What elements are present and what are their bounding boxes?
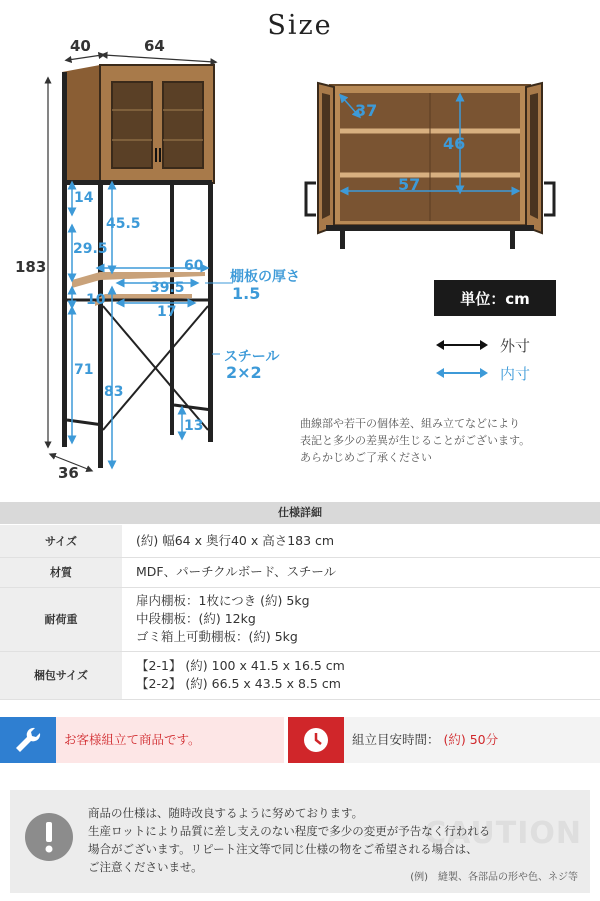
caution-text: [88, 804, 490, 876]
table-row: [0, 525, 600, 557]
spec-value-line: MDF、パーチクルボード、スチール: [136, 564, 337, 579]
page-title: Size: [267, 10, 333, 41]
rack-diagram: [0, 0, 300, 500]
spec-key: 梱包サイズ: [0, 651, 122, 699]
spec-value-line: ゴミ箱上可動棚板：(約) 5kg: [136, 629, 298, 644]
assembly-text: お客様組立て商品です。: [64, 732, 201, 747]
spec-value-line: (約) 幅64 x 奥行40 x 高さ183 cm: [136, 532, 335, 548]
caution-example: (例) 縫製、各部品の形や色、ネジ等: [410, 872, 578, 883]
caution-box: [10, 790, 590, 893]
cabinet-depth: 37: [355, 101, 378, 120]
dim-29-5: 29.5: [73, 241, 108, 257]
spec-key: 材質: [0, 557, 122, 587]
table-row: [0, 557, 600, 587]
outer-label: 外寸: [500, 337, 531, 355]
disclaimer-note: [300, 415, 530, 466]
table-row: [0, 651, 600, 699]
caution-line: 生産ロットにより品質に差し支えのない程度で多少の変更が予告なく行われる: [88, 824, 491, 838]
dim-depth: 40: [70, 37, 91, 55]
time-info: [352, 717, 498, 763]
spec-value: [122, 651, 600, 699]
dim-71: 71: [74, 362, 94, 378]
spec-value-line: 【2-1】 (約) 100 x 41.5 x 16.5 cm: [136, 658, 345, 673]
cabinet-diagram: [300, 75, 560, 250]
unit-label: 単位：cm: [434, 280, 556, 316]
assembly-banner: [0, 717, 284, 763]
shelf-thickness-value: 1.5: [232, 284, 261, 303]
time-banner: [288, 717, 600, 763]
spec-value-line: 中段棚板：(約) 12kg: [136, 611, 256, 626]
spec-value-line: 扉内棚板：1枚につき (約) 5kg: [136, 593, 310, 608]
caution-watermark: CAUTION: [424, 816, 582, 851]
caution-line: ご注意くださいませ。: [88, 860, 203, 874]
dim-17: 17: [157, 304, 177, 320]
spec-heading: 仕様詳細: [0, 502, 600, 524]
dim-45-5: 45.5: [106, 216, 141, 232]
table-row: [0, 587, 600, 651]
time-label: 組立目安時間：: [352, 732, 440, 747]
spec-key: サイズ: [0, 525, 122, 557]
inner-label: 内寸: [500, 365, 531, 383]
note-line: 表記と多少の差異が生じることがございます。: [300, 434, 531, 447]
spec-key: 耐荷重: [0, 587, 122, 651]
outer-arrow-icon: [436, 338, 488, 352]
dim-83: 83: [104, 384, 124, 400]
clock-icon: [288, 717, 344, 763]
steel-label: スチール: [224, 349, 280, 365]
wrench-icon: [0, 717, 56, 763]
cabinet-height: 46: [443, 134, 466, 153]
dim-10: 10: [86, 292, 106, 308]
dim-39-5: 39.5: [150, 280, 185, 296]
spec-value: [122, 587, 600, 651]
dim-width: 64: [144, 37, 165, 55]
dim-36: 36: [58, 464, 79, 482]
dim-60: 60: [184, 258, 204, 274]
exclamation-icon: [24, 812, 74, 862]
inner-arrow-icon: [436, 366, 488, 380]
shelf-thickness-label: 棚板の厚さ: [230, 269, 300, 285]
note-line: 曲線部や若干の個体差、組み立てなどにより: [300, 417, 520, 430]
spec-value-line: 【2-2】 (約) 66.5 x 43.5 x 8.5 cm: [136, 676, 341, 691]
note-line: あらかじめご了承ください: [300, 451, 432, 464]
spec-value: [122, 557, 600, 587]
spec-table: [0, 525, 600, 700]
caution-line: 商品の仕様は、随時改良するように努めております。: [88, 806, 364, 820]
dim-13: 13: [184, 418, 204, 434]
time-value: (約) 50分: [443, 732, 499, 747]
steel-value: 2×2: [226, 363, 262, 382]
cabinet-width: 57: [398, 175, 421, 194]
dim-height: 183: [15, 258, 47, 276]
dim-14: 14: [74, 190, 94, 206]
caution-line: 場合がございます。リピート注文等で同じ仕様の物をご希望される場合は、: [88, 842, 478, 856]
spec-value: [122, 525, 600, 557]
